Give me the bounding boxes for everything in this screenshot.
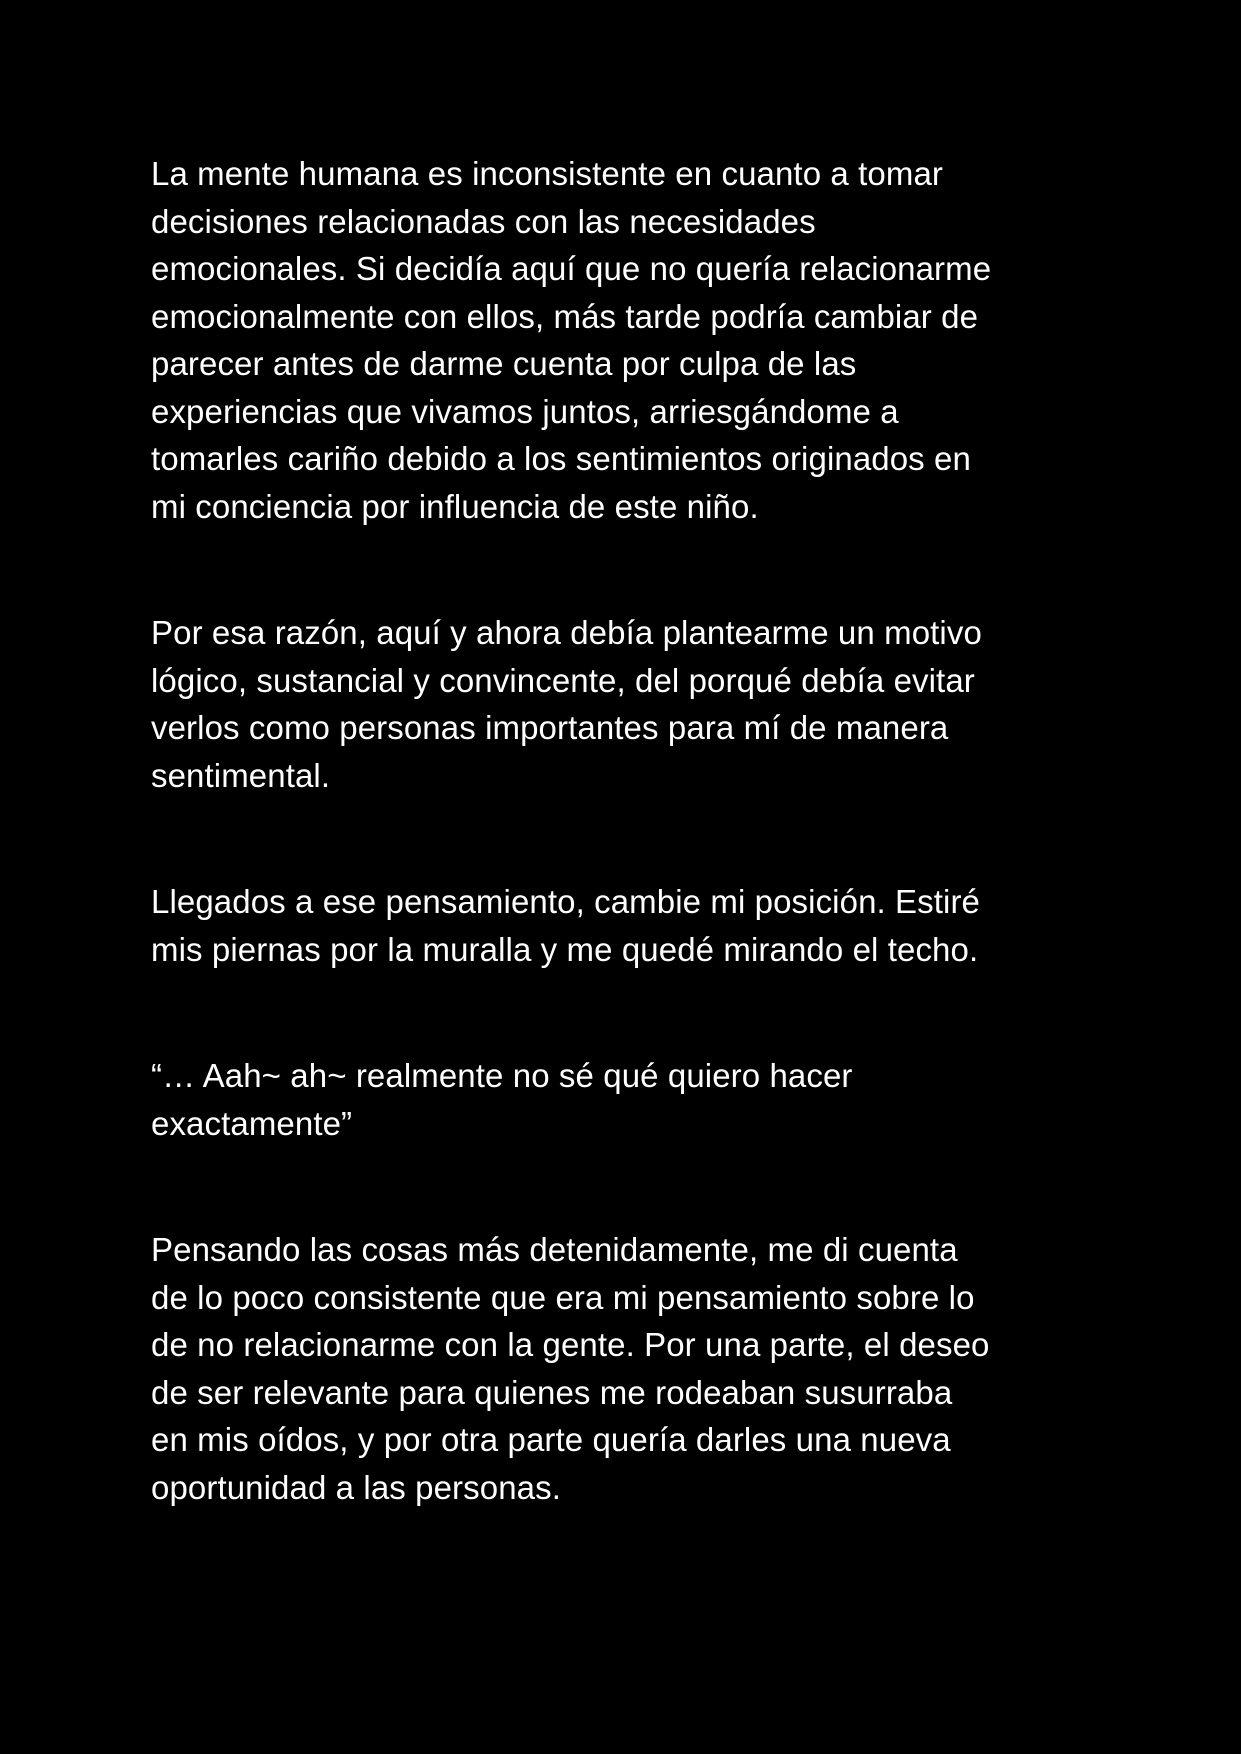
text-column: [151, 150, 1111, 1590]
paragraph-dialogue: “… Aah~ ah~ realmente no sé qué quiero hacer exactamente”: [151, 1057, 853, 1142]
paragraph-2: Por esa razón, aquí y ahora debía plantearme un motivo lógico, sustancial y convincente, del porqué debía evitar verlos como personas importantes para mí de manera sentimental.: [151, 614, 982, 794]
paragraph-5: Pensando las cosas más detenidamente, me di cuenta de lo poco consistente que era mi pensamiento sobre lo de no relacionarme con la gente. Por una parte, el deseo de ser relevante para quienes me rodeaban susurraba en mis oídos, y por otra parte quería darles una nueva oportunidad a las personas.: [151, 1231, 990, 1506]
paragraph-3: Llegados a ese pensamiento, cambie mi posición. Estiré mis piernas por la muralla y me quedé mirando el techo.: [151, 883, 981, 968]
paragraph-1: La mente humana es inconsistente en cuanto a tomar decisiones relacionadas con las necesidades emocionales. Si decidía aquí que no quería relacionarme emocionalmente con ellos, más tarde podría cambiar de parecer antes de darme cuenta por culpa de las experiencias que vivamos juntos, arriesgándome a tomarles cariño debido a los sentimientos originados en mi conciencia por influencia de este niño.: [151, 155, 992, 525]
